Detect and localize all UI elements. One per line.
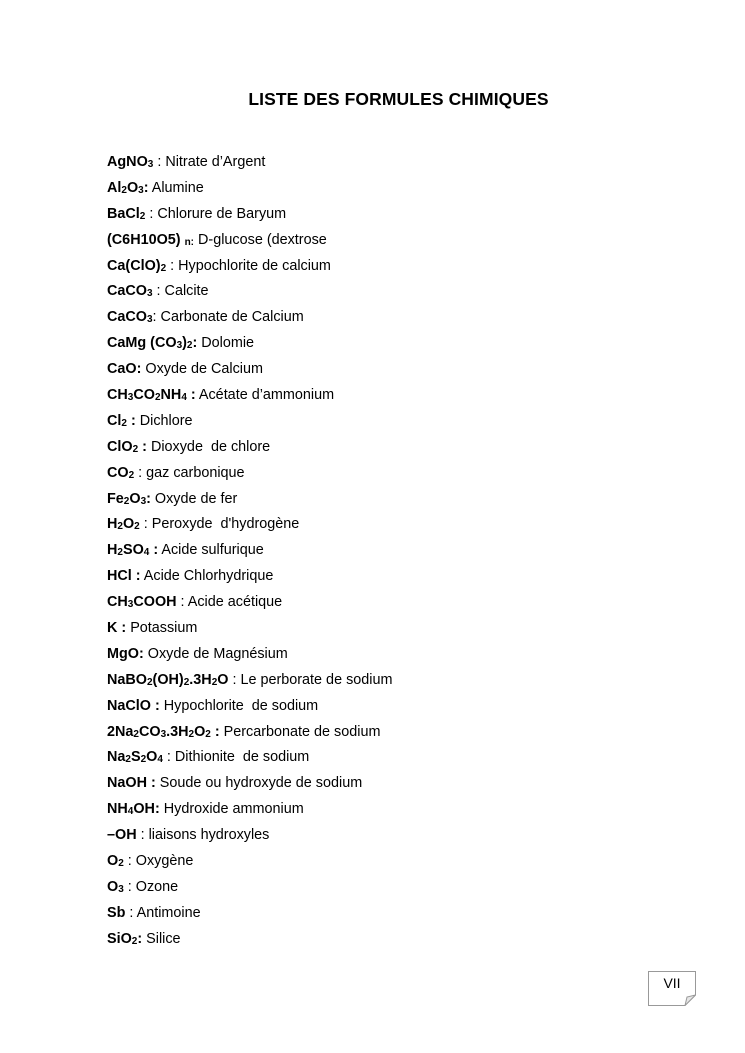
chemical-formula [107, 775, 156, 791]
formula-text: : [149, 542, 159, 559]
compound-name: Dolomie [201, 335, 255, 352]
chemical-formula [107, 258, 166, 274]
formula-text: O [217, 671, 229, 688]
formula-subscript: 3 [138, 184, 144, 196]
formula-entry [107, 825, 392, 851]
formula-subscript: 3 [146, 314, 153, 326]
chemical-formula [107, 724, 220, 740]
formula-subscript: 3 [146, 288, 153, 300]
formula-text: : [192, 335, 198, 352]
formula-entry [107, 359, 392, 385]
formula-entry [107, 592, 392, 618]
chemical-formula [107, 465, 134, 481]
formula-text: .3H [189, 671, 212, 688]
formula-text: HCl : [107, 568, 141, 585]
chemical-formula [107, 491, 151, 507]
formula-subscript: 2 [121, 184, 127, 196]
formula-subscript: 2 [154, 392, 161, 404]
entry-separator: : [145, 205, 158, 222]
formula-text: (C6H10O5) [107, 231, 185, 248]
compound-name: Oxyde de Magnésium [147, 645, 288, 662]
formula-text: COOH [133, 594, 177, 611]
chemical-formula [107, 283, 153, 299]
compound-name: Le perborate de sodium [240, 671, 393, 688]
entry-separator: : [153, 154, 166, 170]
formula-subscript: 2 [134, 521, 140, 533]
formula-subscript: 3 [127, 392, 134, 404]
formula-text: H [107, 516, 118, 533]
formula-entry [107, 618, 392, 644]
compound-name: Dithionite de sodium [174, 749, 310, 766]
compound-name: Oxyde de Calcium [145, 361, 263, 378]
entry-separator: : [166, 257, 179, 274]
compound-name: Percarbonate de sodium [223, 723, 381, 740]
formula-entry [107, 230, 392, 256]
formula-text: NH [160, 387, 182, 404]
formula-text: : [138, 438, 147, 455]
formula-entry [107, 670, 392, 696]
formula-text: Sb [107, 904, 126, 921]
entry-separator: : [176, 594, 188, 611]
formula-subscript: 2 [211, 676, 218, 688]
formula-subscript: n: [184, 236, 195, 248]
formula-text: Al [107, 179, 122, 196]
formula-subscript: 4 [157, 754, 163, 766]
formula-entry [107, 773, 392, 799]
chemical-formula [107, 879, 124, 895]
formula-subscript: 4 [127, 806, 134, 818]
compound-name: Antimoine [136, 904, 201, 921]
chemical-formula [107, 232, 194, 248]
chemical-formula [107, 827, 137, 843]
formula-text: .3H [166, 723, 189, 740]
formula-subscript: 2 [121, 417, 127, 429]
entry-separator: : [125, 904, 137, 921]
formula-text: CaCO [107, 309, 147, 326]
formula-entry [107, 877, 392, 903]
entry-separator: : [162, 749, 175, 766]
formula-subscript: 2 [160, 262, 167, 274]
formula-text: CO [133, 387, 155, 404]
formula-subscript: 2 [183, 676, 190, 688]
page-title: LISTE DES FORMULES CHIMIQUES [248, 89, 549, 109]
compound-name: Nitrate d’Argent [165, 154, 266, 170]
formula-entry [107, 333, 392, 359]
formula-text: ClO [107, 438, 133, 455]
formula-subscript: 4 [181, 392, 187, 404]
chemical-formula [107, 335, 197, 351]
formula-text: ) [182, 335, 187, 352]
chemical-formula [107, 646, 144, 662]
formula-subscript: 2 [186, 340, 193, 352]
formula-text: (OH) [152, 671, 184, 688]
entry-separator: : [136, 827, 149, 844]
compound-name: liaisons hydroxyles [148, 827, 270, 844]
compound-name: Acide sulfurique [161, 542, 264, 559]
formula-text: O [146, 749, 158, 766]
formula-list [107, 152, 392, 955]
chemical-formula [107, 568, 141, 584]
compound-name: Acide acétique [187, 594, 283, 611]
formula-text: H [107, 542, 118, 559]
compound-name: Potassium [130, 620, 198, 637]
compound-name: Chlorure de Baryum [157, 205, 287, 222]
compound-name: Ozone [135, 878, 179, 895]
formula-entry [107, 385, 392, 411]
compound-name: Dioxyde de chlore [150, 438, 271, 455]
formula-text: K : [107, 620, 127, 637]
formula-subscript: 3 [127, 599, 134, 611]
formula-entry [107, 540, 392, 566]
chemical-formula [107, 853, 124, 869]
chemical-formula [107, 206, 145, 222]
formula-entry [107, 696, 392, 722]
formula-text: NaBO [107, 671, 147, 688]
formula-text: NaOH : [107, 775, 156, 792]
formula-entry [107, 411, 392, 437]
formula-entry [107, 437, 392, 463]
formula-subscript: 2 [188, 728, 195, 740]
formula-subscript: 2 [146, 676, 153, 688]
chemical-formula [107, 387, 196, 403]
formula-text: CaMg (CO [107, 335, 177, 352]
formula-entry [107, 152, 392, 178]
formula-subscript: 2 [133, 728, 139, 740]
formula-text: CaO: [107, 361, 142, 378]
formula-subscript: 3 [176, 340, 183, 352]
formula-text: SO [122, 542, 144, 559]
chemical-formula [107, 801, 160, 817]
formula-text: Ca(ClO) [107, 257, 161, 274]
chemical-formula [107, 905, 125, 921]
chemical-formula [107, 516, 140, 532]
compound-name: Hydroxide ammonium [163, 801, 304, 818]
entry-separator: : [228, 671, 241, 688]
chemical-formula [107, 413, 136, 429]
formula-subscript: 2 [140, 754, 147, 766]
compound-name: Oxyde de fer [154, 490, 238, 507]
formula-subscript: 2 [118, 858, 124, 870]
chemical-formula [107, 620, 126, 636]
formula-subscript: 2 [205, 728, 211, 740]
compound-name: Acétate d’ammonium [198, 387, 335, 404]
chemical-formula [107, 594, 177, 610]
formula-entry [107, 307, 392, 333]
formula-text: S [130, 749, 141, 766]
formula-text: CO [138, 723, 161, 740]
formula-entry [107, 256, 392, 282]
formula-entry [107, 722, 392, 748]
chemical-formula [107, 749, 163, 765]
formula-entry [107, 514, 392, 540]
formula-entry [107, 903, 392, 929]
formula-entry [107, 929, 392, 955]
formula-text: O [107, 878, 119, 895]
formula-subscript: 2 [128, 469, 135, 481]
formula-entry [107, 644, 392, 670]
formula-entry [107, 178, 392, 204]
formula-text: CH [107, 387, 128, 404]
formula-entry [107, 851, 392, 877]
compound-name: Dichlore [139, 412, 193, 429]
formula-subscript: 2 [123, 495, 130, 507]
formula-subscript: 3 [140, 495, 147, 507]
formula-subscript: 3 [160, 728, 167, 740]
formula-entry [107, 799, 392, 825]
compound-name: Oxygène [135, 853, 194, 870]
formula-text: NH [107, 801, 128, 818]
formula-text: O [107, 853, 119, 870]
formula-subscript: 2 [132, 443, 139, 455]
formula-text: BaCl [107, 205, 140, 222]
compound-name: Hypochlorite de calcium [178, 257, 331, 274]
formula-text: : [137, 930, 143, 947]
formula-entry [107, 566, 392, 592]
formula-subscript: 3 [118, 883, 124, 895]
chemical-formula [107, 180, 149, 196]
formula-text: : [126, 412, 136, 429]
formula-text: : [146, 490, 151, 507]
formula-subscript: 2 [125, 754, 131, 766]
formula-text: : [143, 179, 149, 196]
compound-name: Alumine [151, 179, 204, 196]
formula-entry [107, 204, 392, 230]
formula-entry [107, 489, 392, 515]
formula-text: NaClO : [107, 697, 160, 714]
compound-name: D-glucose (dextrose [198, 231, 327, 248]
page-number-box [648, 971, 696, 1006]
formula-entry [107, 747, 392, 773]
compound-name: gaz carbonique [146, 464, 245, 481]
formula-text: –OH [107, 827, 137, 844]
formula-subscript: 2 [131, 935, 138, 947]
compound-name: Soude ou hydroxyde de sodium [159, 775, 363, 792]
formula-text: : [186, 387, 196, 404]
chemical-formula [107, 931, 142, 947]
formula-text: Na [107, 749, 126, 766]
formula-entry [107, 463, 392, 489]
formula-subscript: 3 [147, 159, 154, 170]
compound-name: Carbonate de Calcium [160, 309, 304, 326]
formula-text: CO [107, 464, 129, 481]
compound-name: Hypochlorite de sodium [163, 697, 319, 714]
entry-separator: : [134, 464, 147, 481]
formula-text: CaCO [107, 283, 147, 300]
formula-entry [107, 281, 392, 307]
formula-text: Cl [107, 412, 122, 429]
entry-separator: : [152, 309, 161, 326]
formula-text: Fe [107, 490, 124, 507]
entry-separator: : [123, 853, 136, 870]
formula-text: 2Na [107, 723, 134, 740]
formula-subscript: 4 [143, 547, 150, 559]
entry-separator: : [123, 878, 136, 895]
chemical-formula [107, 309, 153, 325]
formula-text: MgO: [107, 645, 144, 662]
formula-text: OH: [133, 801, 160, 818]
formula-subscript: 2 [139, 210, 146, 222]
page-number: VII [663, 975, 681, 991]
formula-text: AgNO [107, 154, 148, 170]
formula-text: SiO [107, 930, 132, 947]
chemical-formula [107, 154, 153, 170]
chemical-formula [107, 542, 158, 558]
formula-text: CH [107, 594, 128, 611]
formula-text: O [126, 179, 139, 196]
chemical-formula [107, 361, 141, 377]
chemical-formula [107, 698, 160, 714]
formula-subscript: 2 [117, 547, 123, 559]
entry-separator: : [152, 283, 165, 300]
formula-text: O [194, 723, 206, 740]
formula-text: O [122, 516, 135, 533]
compound-name: Acide Chlorhydrique [143, 568, 274, 585]
entry-separator: : [139, 516, 152, 533]
compound-name: Peroxyde d'hydrogène [151, 516, 300, 533]
formula-subscript: 2 [117, 521, 123, 533]
chemical-formula [107, 439, 147, 455]
formula-text: : [210, 723, 220, 740]
chemical-formula [107, 672, 228, 688]
compound-name: Silice [146, 930, 181, 947]
compound-name: Calcite [164, 283, 209, 300]
formula-text: O [129, 490, 141, 507]
